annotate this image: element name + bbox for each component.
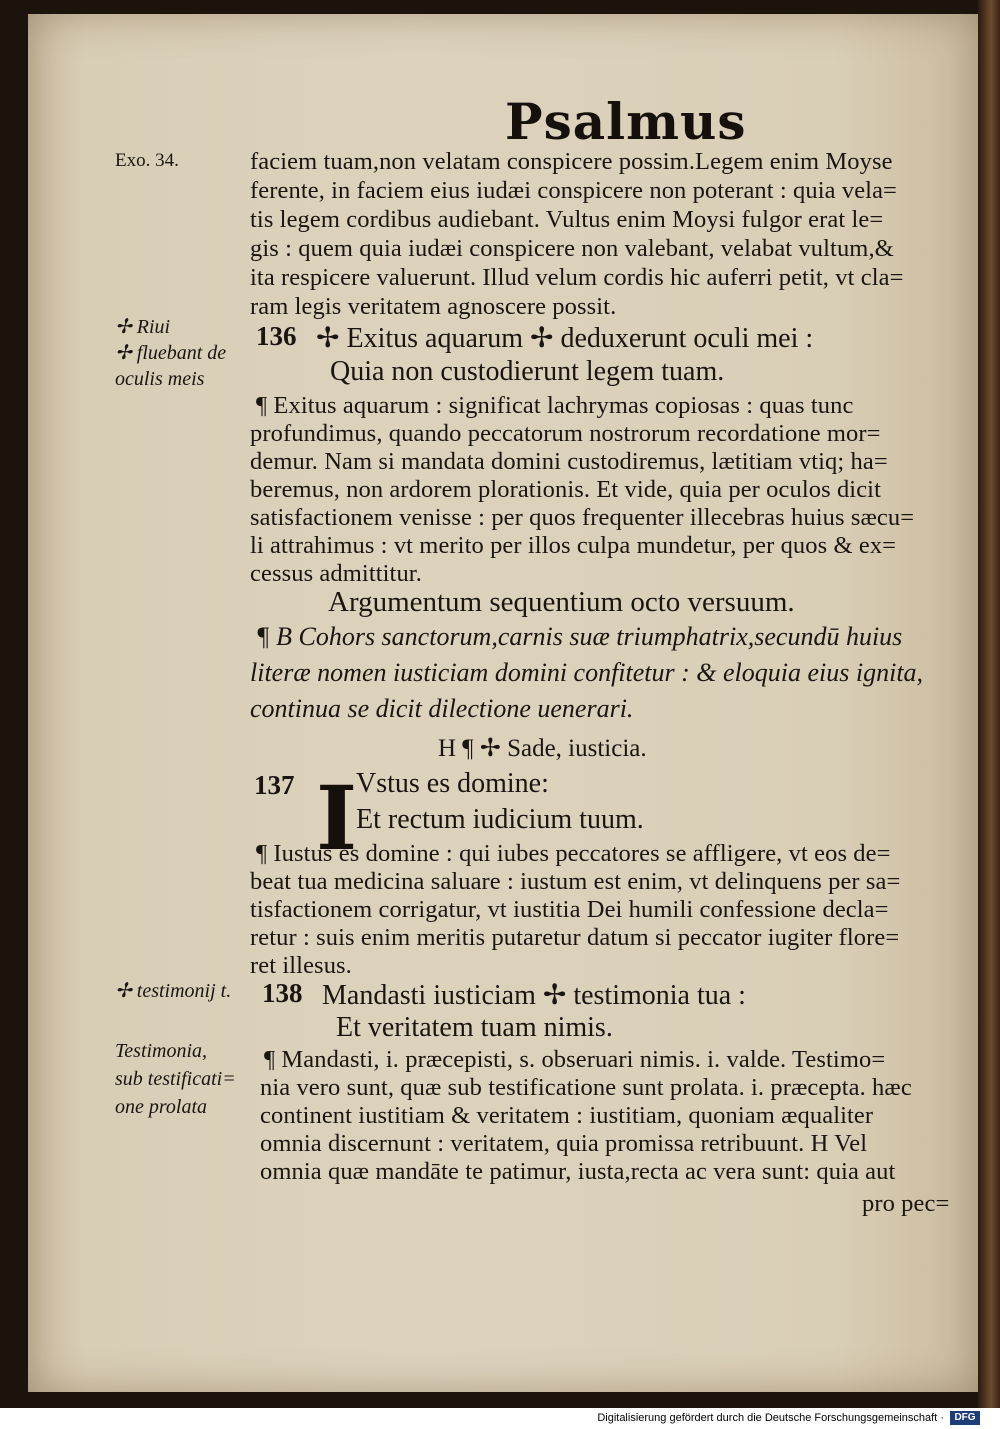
verse-number: 137	[254, 770, 295, 800]
text-line: ¶ Mandasti, i. præcepisti, s. obseruari nimis. i. valde. Testimo=	[264, 1046, 886, 1073]
margin-note: one prolata	[115, 1096, 208, 1118]
running-title: Psalmus	[505, 92, 747, 151]
text-line: beat tua medicina saluare : iustum est enim, vt delinquens per sa=	[250, 868, 901, 895]
argument-line: literæ nomen iusticiam domini confitetur : & eloquia eius ignita,	[250, 658, 924, 687]
margin-note: Exo. 34.	[115, 150, 179, 171]
text-line: nia vero sunt, quæ sub testificatione sunt prolata. i. præcepta. hæc	[260, 1074, 912, 1101]
verse-line: Et rectum iudicium tuum.	[356, 804, 644, 835]
argument-heading: Argumentum sequentium octo versuum.	[328, 586, 795, 618]
verse-line: Et veritatem tuam nimis.	[336, 1012, 613, 1043]
dfg-logo: DFG	[950, 1411, 980, 1425]
text-line: tisfactionem corrigatur, vt iustitia Dei humili confessione decla=	[250, 896, 889, 923]
margin-note: ✢ testimonij t.	[115, 980, 232, 1002]
text-line: satisfactionem venisse : per quos frequenter illecebras huius sæcu=	[250, 504, 915, 531]
section-title: H ¶ ✢ Sade, iusticia.	[438, 735, 647, 762]
text-line: ram legis veritatem agnoscere possit.	[250, 293, 617, 320]
margin-note: oculis meis	[115, 368, 205, 390]
text-line: li attrahimus : vt merito per illos culpa mundetur, per quos & ex=	[250, 532, 897, 559]
text-line: continent iustitiam & veritatem : iustitiam, quoniam æqualiter	[260, 1102, 874, 1129]
margin-note: ✢ Riui	[115, 316, 171, 338]
text-line: ¶ Iustus es domine : qui iubes peccatores se affligere, vt eos de=	[256, 840, 891, 867]
margin-note: Testimonia,	[115, 1040, 208, 1062]
text-line: demur. Nam si mandata domini custodiremus, lætitiam vtiq; ha=	[250, 448, 888, 475]
text-line: beremus, non ardorem plorationis. Et vide, quia per oculos dicit	[250, 476, 881, 503]
text-line: retur : suis enim meritis putaretur datum si peccator iugiter flore=	[250, 924, 900, 951]
argument-line: ¶ B Cohors sanctorum,carnis suæ triumphatrix,secundū huius	[256, 622, 903, 651]
verse-line: Quia non custodierunt legem tuam.	[330, 356, 725, 387]
text-line: ¶ Exitus aquarum : significat lachrymas copiosas : quas tunc	[256, 392, 854, 419]
text-line: tis legem cordibus audiebant. Vultus enim Moysi fulgor erat le=	[250, 206, 884, 233]
text-line: ret illesus.	[250, 952, 352, 979]
argument-line: continua se dicit dilectione uenerari.	[250, 694, 634, 723]
margin-note: ✢ fluebant de	[115, 342, 227, 364]
digitization-credit: Digitalisierung gefördert durch die Deutsche Forschungsgemeinschaft ·	[597, 1412, 944, 1424]
verse-number: 136	[256, 321, 297, 351]
verse-line: ✢ Exitus aquarum ✢ deduxerunt oculi mei :	[316, 323, 814, 354]
text-line: ferente, in faciem eius iudæi conspicere non poterant : quia vela=	[250, 177, 897, 204]
verse-number: 138	[262, 978, 303, 1008]
text-line: cessus admittitur.	[250, 560, 422, 587]
margin-note: sub testificati=	[115, 1068, 236, 1090]
text-line: profundimus, quando peccatorum nostrorum recordatione mor=	[250, 420, 881, 447]
verse-line: Mandasti iusticiam ✢ testimonia tua :	[322, 980, 746, 1011]
text-line: ita respicere valuerunt. Illud velum cordis hic auferri petit, vt cla=	[250, 264, 904, 291]
verse-line: Vstus es domine:	[356, 768, 549, 799]
catchword: pro pec=	[862, 1190, 950, 1217]
text-line: omnia discernunt : veritatem, quia promissa retribuunt. H Vel	[260, 1130, 868, 1157]
page-edge	[978, 0, 1000, 1408]
drop-capital: I	[316, 766, 358, 870]
text-line: faciem tuam,non velatam conspicere possim.Legem enim Moyse	[250, 148, 893, 175]
text-line: omnia quæ mandāte te patimur, iusta,recta ac vera sunt: quia aut	[260, 1158, 896, 1185]
text-line: gis : quem quia iudæi conspicere non valebant, velabat vultum,&	[250, 235, 894, 262]
